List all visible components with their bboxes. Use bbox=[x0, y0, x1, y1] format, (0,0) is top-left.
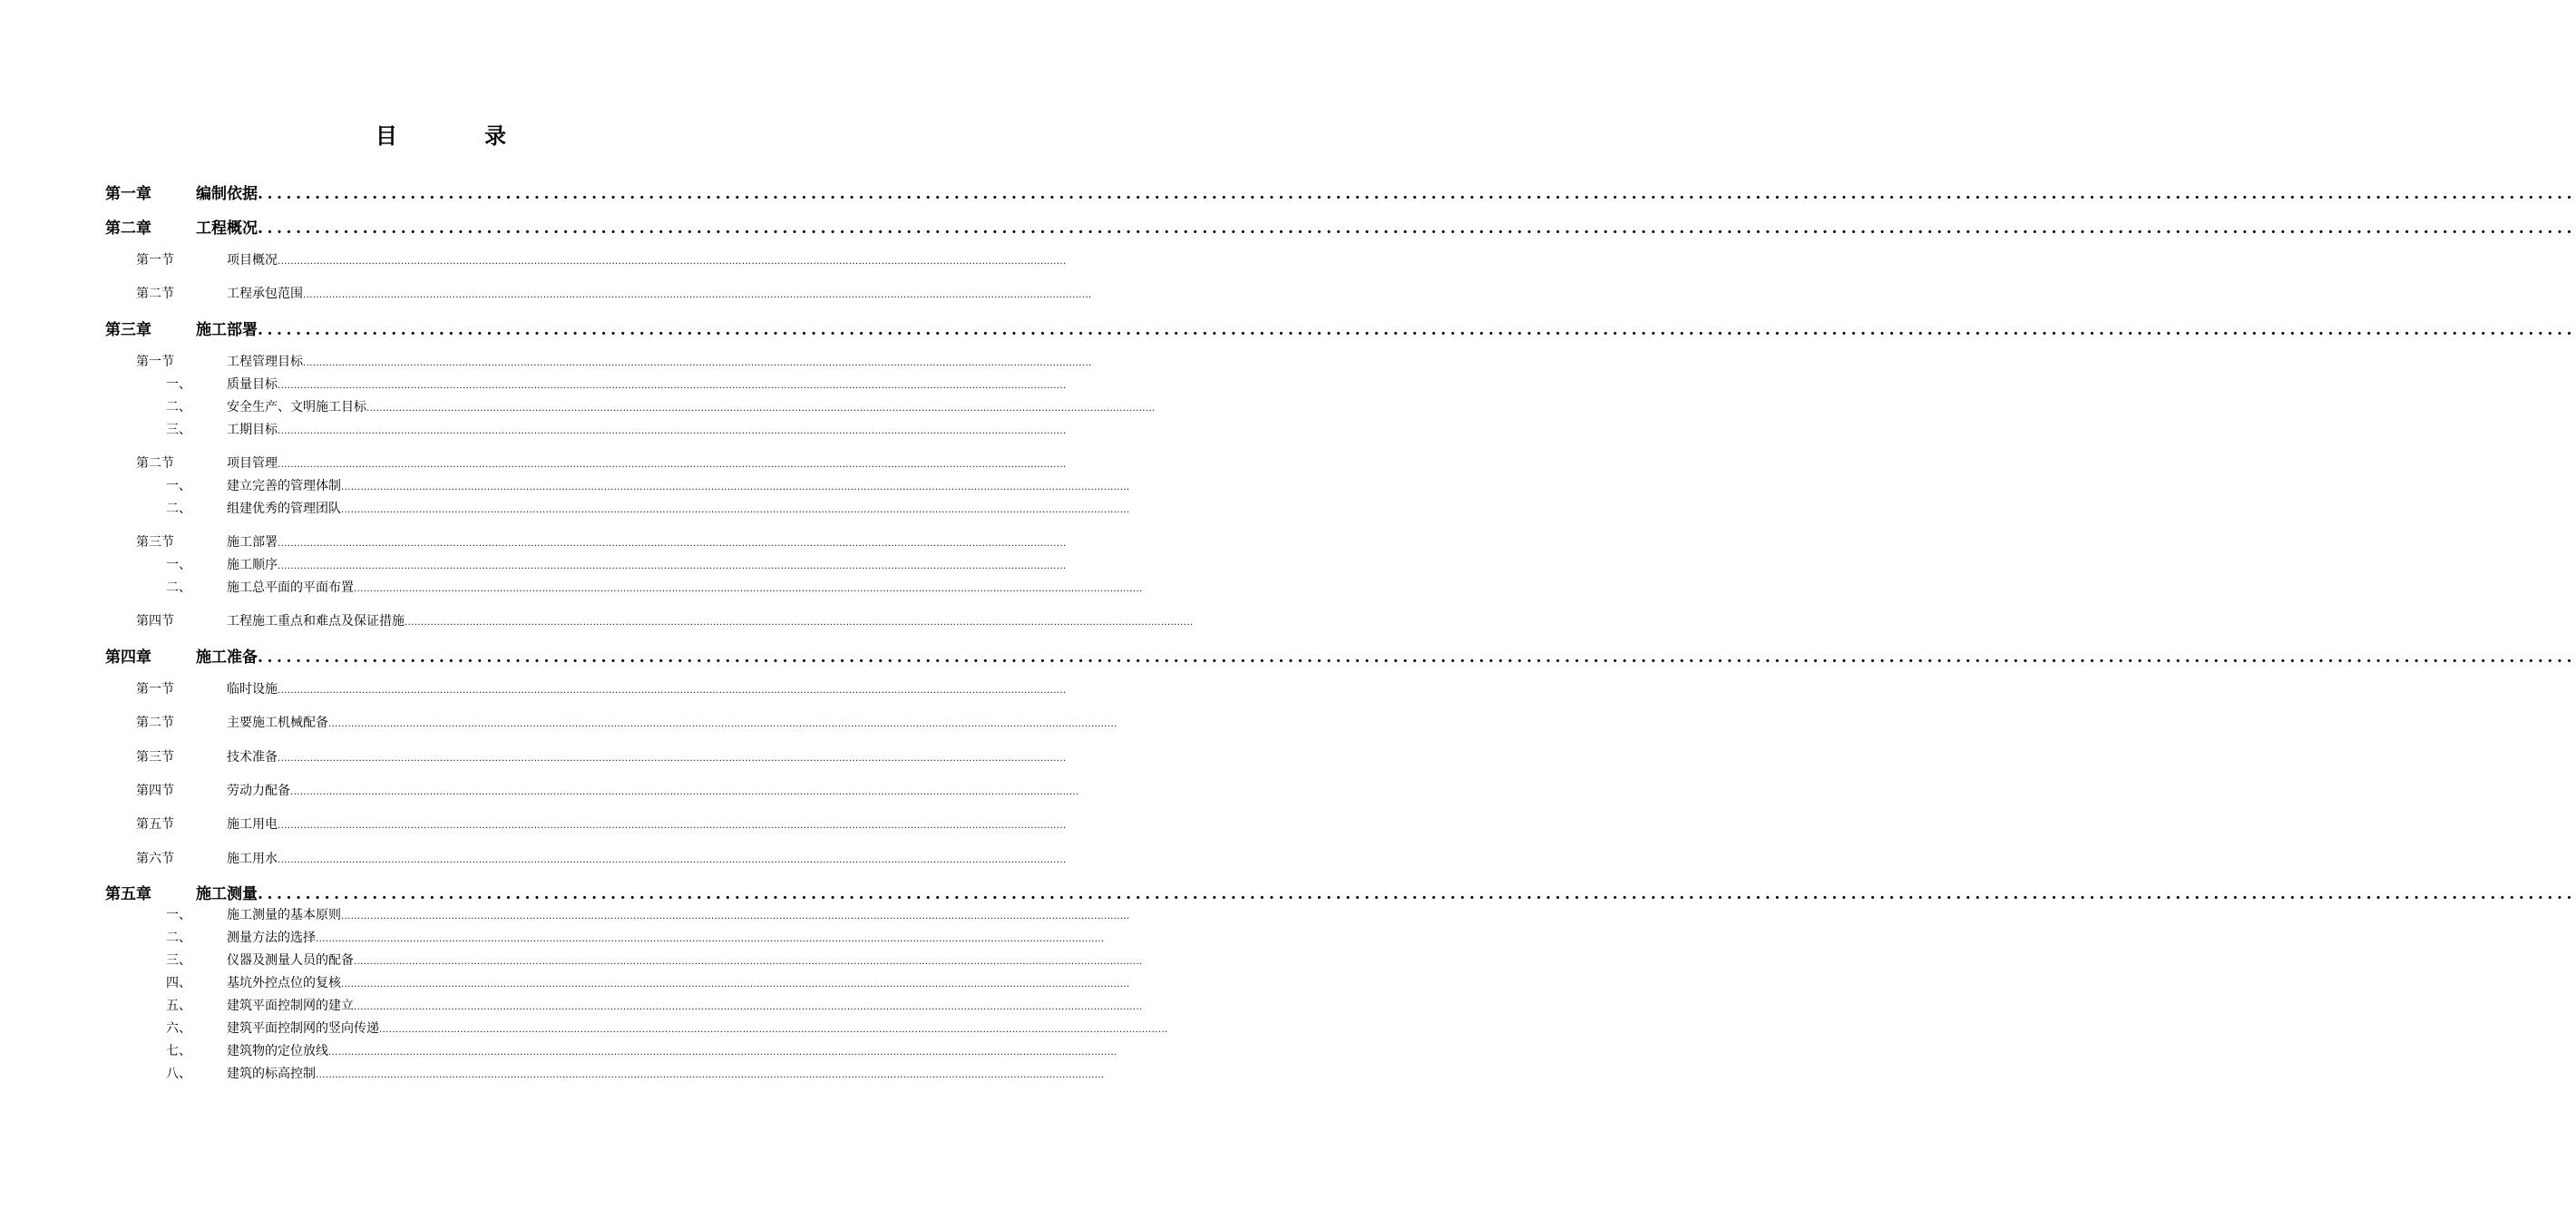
toc-dot-leader: ................................................................................................................................................................................................................................................... bbox=[341, 505, 1130, 515]
toc-entry-number: 第五章 bbox=[105, 885, 151, 903]
toc-entry-title: 仪器及测量人员的配备 bbox=[227, 953, 354, 968]
toc-entry-number: 第六节 bbox=[136, 852, 174, 866]
toc-entry-title: 建筑的标高控制 bbox=[227, 1067, 316, 1081]
toc-dot-leader: ................................................................................................................................................................................................................................................... bbox=[258, 185, 2576, 203]
toc-entry-title: 项目概况 bbox=[227, 253, 278, 268]
toc-entry-number: 一、 bbox=[166, 479, 191, 493]
toc-entry-number: 四、 bbox=[166, 976, 191, 990]
toc-entry-title: 工程施工重点和难点及保证措施 bbox=[227, 614, 405, 629]
toc-dot-leader: ................................................................................................................................................................................................................................................... bbox=[341, 912, 1130, 922]
toc-entry-title: 工程承包范围 bbox=[227, 287, 303, 301]
toc-entry-title: 建筑物的定位放线 bbox=[227, 1044, 328, 1058]
toc-entry-title: 组建优秀的管理团队 bbox=[227, 502, 341, 516]
toc-entry-title: 施工总平面的平面布置 bbox=[227, 580, 354, 595]
toc-dot-leader: ................................................................................................................................................................................................................................................... bbox=[316, 1070, 1105, 1080]
toc-entry-title: 施工顺序 bbox=[227, 558, 278, 572]
toc-entry-title: 施工用电 bbox=[227, 817, 278, 832]
toc-dot-leader: ................................................................................................................................................................................................................................................... bbox=[278, 686, 1067, 696]
toc-dot-leader: ................................................................................................................................................................................................................................................... bbox=[354, 957, 1143, 967]
toc-dot-leader: ................................................................................................................................................................................................................................................... bbox=[258, 321, 2576, 339]
toc-dot-leader: ................................................................................................................................................................................................................................................... bbox=[303, 358, 1092, 368]
toc-entry-number: 二、 bbox=[166, 931, 191, 945]
toc-entry-title: 施工部署 bbox=[196, 321, 258, 339]
toc-entry-title: 安全生产、文明施工目标 bbox=[227, 400, 366, 414]
toc-entry-number: 第二章 bbox=[105, 219, 151, 238]
toc-entry-number: 一、 bbox=[166, 908, 191, 922]
toc-entry-number: 第二节 bbox=[136, 287, 174, 301]
toc-dot-leader: ................................................................................................................................................................................................................................................... bbox=[278, 381, 1067, 391]
toc-dot-leader: ................................................................................................................................................................................................................................................... bbox=[328, 719, 1117, 729]
toc-entry-title: 编制依据 bbox=[196, 185, 258, 203]
toc-entry-number: 二、 bbox=[166, 502, 191, 516]
toc-entry-title: 建立完善的管理体制 bbox=[227, 479, 341, 493]
toc-entry-number: 第三节 bbox=[136, 750, 174, 765]
toc-entry-title: 建筑平面控制网的建立 bbox=[227, 999, 354, 1013]
toc-dot-leader: ................................................................................................................................................................................................................................................... bbox=[258, 219, 2576, 238]
toc-entry-number: 第五节 bbox=[136, 817, 174, 832]
toc-dot-leader: ................................................................................................................................................................................................................................................... bbox=[303, 290, 1092, 300]
toc-entry-title: 施工测量的基本原则 bbox=[227, 908, 341, 922]
page-title: 目 录 bbox=[375, 122, 547, 149]
toc-dot-leader: ................................................................................................................................................................................................................................................... bbox=[354, 584, 1143, 594]
toc-entry-number: 五、 bbox=[166, 999, 191, 1013]
toc-entry-number: 三、 bbox=[166, 953, 191, 968]
toc-dot-leader: ................................................................................................................................................................................................................................................... bbox=[278, 539, 1067, 549]
toc-dot-leader: ................................................................................................................................................................................................................................................... bbox=[278, 426, 1067, 436]
toc-entry-title: 基坑外控点位的复核 bbox=[227, 976, 341, 990]
toc-entry-title: 质量目标 bbox=[227, 377, 278, 392]
toc-entry-number: 一、 bbox=[166, 377, 191, 392]
toc-entry-title: 工期目标 bbox=[227, 423, 278, 437]
toc-entry-title: 测量方法的选择 bbox=[227, 931, 316, 945]
toc-entry-title: 主要施工机械配备 bbox=[227, 716, 328, 730]
toc-entry-number: 七、 bbox=[166, 1044, 191, 1058]
toc-entry-number: 第四节 bbox=[136, 784, 174, 798]
toc-entry-title: 技术准备 bbox=[227, 750, 278, 765]
toc-entry-title: 工程管理目标 bbox=[227, 355, 303, 369]
toc-dot-leader: ................................................................................................................................................................................................................................................... bbox=[290, 787, 1079, 797]
toc-dot-leader: ................................................................................................................................................................................................................................................... bbox=[278, 257, 1067, 267]
toc-dot-leader: ................................................................................................................................................................................................................................................... bbox=[341, 483, 1130, 492]
toc-entry-title: 劳动力配备 bbox=[227, 784, 290, 798]
toc-dot-leader: ................................................................................................................................................................................................................................................... bbox=[316, 934, 1105, 944]
toc-entry-title: 建筑平面控制网的竖向传递 bbox=[227, 1021, 379, 1036]
toc-entry-number: 第一章 bbox=[105, 185, 151, 203]
toc-entry-title: 项目管理 bbox=[227, 456, 278, 471]
toc-dot-leader: ................................................................................................................................................................................................................................................... bbox=[379, 1025, 1168, 1035]
toc-entry-number: 第二节 bbox=[136, 456, 174, 471]
toc-entry-number: 一、 bbox=[166, 558, 191, 572]
toc-entry-title: 临时设施 bbox=[227, 682, 278, 697]
toc-dot-leader: ................................................................................................................................................................................................................................................... bbox=[258, 885, 2576, 903]
toc-entry-title: 施工用水 bbox=[227, 852, 278, 866]
toc-dot-leader: ................................................................................................................................................................................................................................................... bbox=[278, 821, 1067, 831]
toc-dot-leader: ................................................................................................................................................................................................................................................... bbox=[354, 1002, 1143, 1012]
toc-entry-number: 第一节 bbox=[136, 355, 174, 369]
toc-entry-title: 工程概况 bbox=[196, 219, 258, 238]
toc-entry-number: 第四章 bbox=[105, 649, 151, 667]
toc-dot-leader: ................................................................................................................................................................................................................................................... bbox=[328, 1048, 1117, 1058]
toc-dot-leader: ................................................................................................................................................................................................................................................... bbox=[278, 855, 1067, 865]
toc-entry-number: 八、 bbox=[166, 1067, 191, 1081]
toc-dot-leader: ................................................................................................................................................................................................................................................... bbox=[405, 618, 1194, 628]
toc-dot-leader: ................................................................................................................................................................................................................................................... bbox=[278, 754, 1067, 764]
toc-entry-title: 施工部署 bbox=[227, 535, 278, 550]
toc-dot-leader: ................................................................................................................................................................................................................................................... bbox=[258, 649, 2576, 667]
toc-entry-number: 六、 bbox=[166, 1021, 191, 1036]
toc-entry-number: 二、 bbox=[166, 400, 191, 414]
toc-entry-number: 二、 bbox=[166, 580, 191, 595]
toc-entry-number: 第二节 bbox=[136, 716, 174, 730]
toc-dot-leader: ................................................................................................................................................................................................................................................... bbox=[278, 561, 1067, 571]
toc-dot-leader: ................................................................................................................................................................................................................................................... bbox=[341, 980, 1130, 990]
toc-entry-number: 第一节 bbox=[136, 682, 174, 697]
toc-entry-number: 第四节 bbox=[136, 614, 174, 629]
toc-dot-leader: ................................................................................................................................................................................................................................................... bbox=[366, 404, 1156, 414]
toc-entry-number: 三、 bbox=[166, 423, 191, 437]
toc-entry-number: 第三章 bbox=[105, 321, 151, 339]
toc-dot-leader: ................................................................................................................................................................................................................................................... bbox=[278, 460, 1067, 470]
toc-entry-title: 施工准备 bbox=[196, 649, 258, 667]
toc-entry-number: 第三节 bbox=[136, 535, 174, 550]
toc-entry-title: 施工测量 bbox=[196, 885, 258, 903]
toc-entry-number: 第一节 bbox=[136, 253, 174, 268]
